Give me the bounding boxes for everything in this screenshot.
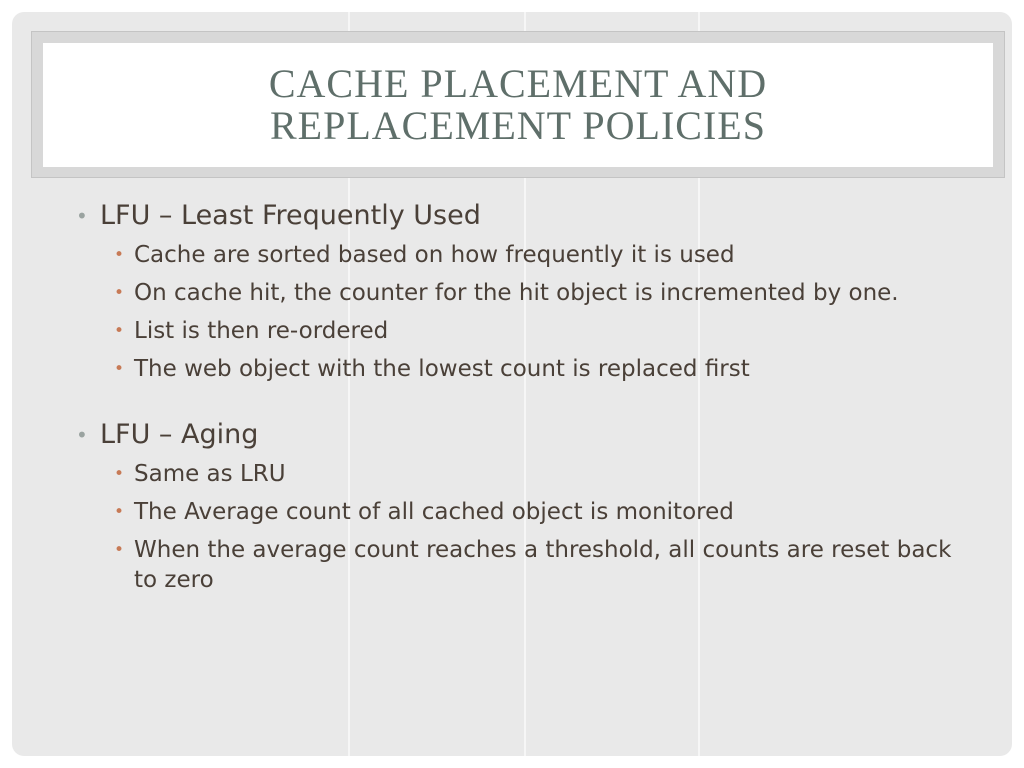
bullet-icon: • xyxy=(76,204,88,228)
bullet-item xyxy=(72,278,952,308)
section-lfu-aging xyxy=(72,419,952,595)
bullet-item-text: The Average count of all cached object is monitored xyxy=(134,499,734,525)
bullet-item-text: Same as LRU xyxy=(134,461,286,487)
bullet-heading xyxy=(72,419,952,451)
bullet-item xyxy=(72,497,952,527)
sub-bullet-icon: • xyxy=(114,540,125,560)
bullet-heading xyxy=(72,200,952,232)
bullet-item xyxy=(72,354,952,384)
sub-bullet-icon: • xyxy=(114,321,125,341)
bullet-heading-text: LFU – Aging xyxy=(100,419,259,450)
bullet-item-text: The web object with the lowest count is replaced first xyxy=(134,356,750,382)
bullet-heading-text: LFU – Least Frequently Used xyxy=(100,200,481,231)
sub-bullet-icon: • xyxy=(114,283,125,303)
sub-bullet-icon: • xyxy=(114,502,125,522)
bullet-item xyxy=(72,459,952,489)
bullet-icon: • xyxy=(76,423,88,447)
bullet-item xyxy=(72,535,952,595)
slide-title-line-1: CACHE PLACEMENT AND xyxy=(268,61,768,106)
slide-content xyxy=(72,200,952,630)
bullet-item-text: List is then re-ordered xyxy=(134,318,389,344)
bullet-item-text: When the average count reaches a threshold, all counts are reset back to zero xyxy=(134,537,952,593)
bullet-item xyxy=(72,240,952,270)
sub-bullet-icon: • xyxy=(114,464,125,484)
title-frame xyxy=(31,31,1005,178)
slide-title-line-2: REPLACEMENT POLICIES xyxy=(270,103,766,148)
section-lfu xyxy=(72,200,952,384)
slide xyxy=(12,12,1012,756)
bullet-item-text: Cache are sorted based on how frequently it is used xyxy=(134,242,735,268)
sub-bullet-icon: • xyxy=(114,359,125,379)
sub-bullet-icon: • xyxy=(114,245,125,265)
bullet-item xyxy=(72,316,952,346)
slide-title xyxy=(269,63,767,147)
title-box xyxy=(43,43,993,167)
bullet-item-text: On cache hit, the counter for the hit object is incremented by one. xyxy=(134,280,899,306)
